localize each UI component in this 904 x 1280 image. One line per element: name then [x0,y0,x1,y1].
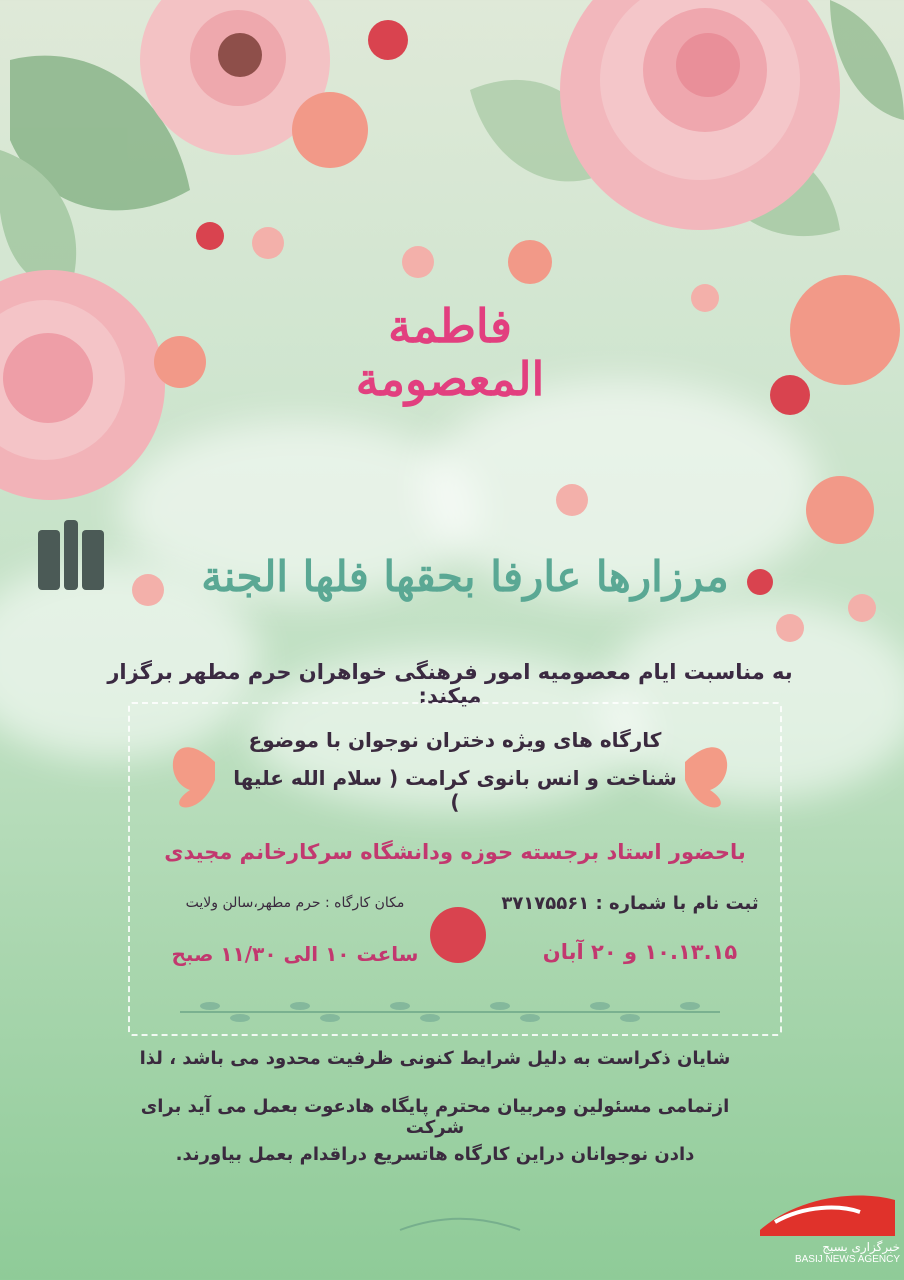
agency-name-fa: خبرگزاری بسیج [822,1240,900,1254]
workshop-line-1: کارگاه های ویژه دختران نوجوان با موضوع [248,728,662,752]
calligraphy-subtitle: مرزارها عارفا بحقها فلها الجنة [201,552,729,601]
note-line-2: ازتمامی مسئولین ومربیان محترم پایگاه هادعوت بعمل می آید برای شرکت [140,1096,730,1138]
guest-speaker: باحضور استاد برجسته حوزه ودانشگاه سرکارخانم مجیدی [164,840,746,864]
note-line-3: دادن نوجوانان دراین کارگاه هاتسریع دراقدام بعمل بیاورند. [175,1144,695,1165]
info-frame [128,702,782,1036]
workshop-dates: ۱۰.۱۳.۱۵ و ۲۰ آبان [542,940,738,964]
workshop-location: مکان کارگاه : حرم مطهر،سالن ولایت [185,895,405,911]
agency-name-en: BASIJ NEWS AGENCY [794,1254,900,1265]
workshop-line-2: شناخت و انس بانوی کرامت ( سلام الله علیها ) [233,766,677,814]
registration-number: ثبت نام با شماره : ۳۷۱۷۵۵۶۱ [501,893,759,914]
note-line-1: شایان ذکراست به دلیل شرایط کنونی ظرفیت محدود می باشد ، لذا [139,1048,731,1069]
calligraphy-title: فاطمة المعصومة [355,299,545,406]
intro-text: به مناسبت ایام معصومیه امور فرهنگی خواهران حرم مطهر برگزار میکند: [107,660,793,708]
workshop-hours: ساعت ۱۰ الی ۱۱/۳۰ صبح [171,942,419,966]
agency-logo [760,1240,900,1265]
